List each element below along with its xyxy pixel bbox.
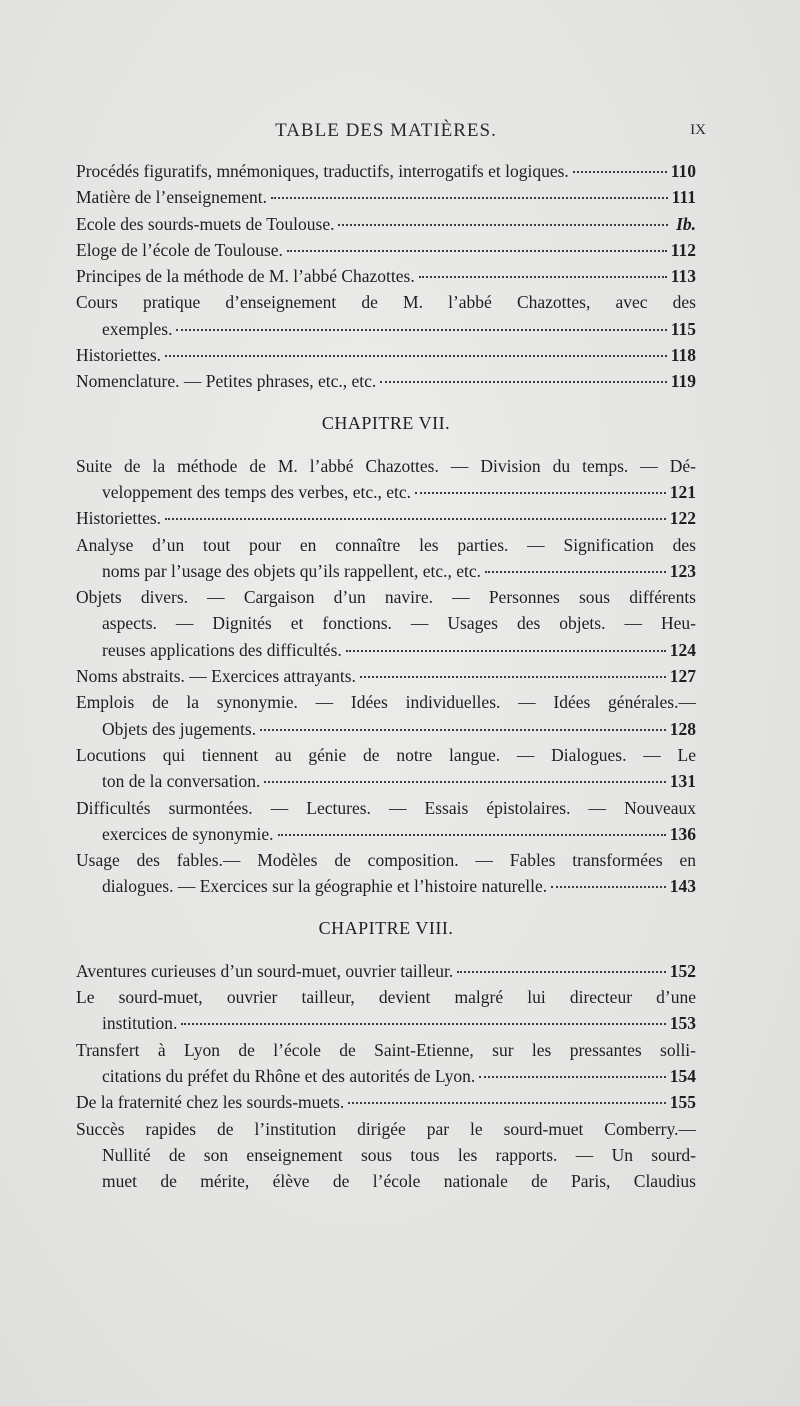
toc-entry-text: Eloge de l’école de Toulouse. [76, 239, 283, 260]
toc-entry-line [76, 1063, 696, 1089]
toc-entry-text: Historiettes. [76, 508, 162, 529]
toc-entry [76, 1116, 696, 1195]
toc-entry-line [76, 1116, 696, 1142]
toc-page-number: 112 [670, 239, 696, 260]
toc-entry-line [76, 847, 696, 873]
toc-entry-line [76, 263, 696, 289]
toc-entry-text: Nomenclature. — Petites phrases, etc., etc. [76, 371, 377, 392]
toc-entry [76, 795, 696, 848]
toc-entry-line [76, 289, 696, 315]
toc-entry-line [76, 184, 696, 210]
toc-entry-text: Aventures curieuses d’un sourd-muet, ouvrier tailleur. [76, 960, 454, 981]
toc-page-number: 131 [669, 771, 696, 792]
toc-entry [76, 1089, 696, 1115]
toc-entry-text: aspects. — Dignités et fonctions. — Usages des objets. — Heu- [102, 613, 696, 634]
toc-entry-text: Cours pratique d’enseignement de M. l’abbé Chazottes, avec des [76, 292, 696, 313]
toc-entry-line [76, 211, 696, 237]
dot-leader [419, 276, 667, 278]
dot-leader [573, 171, 667, 173]
dot-leader [338, 224, 668, 226]
dot-leader [165, 355, 667, 357]
toc-entry [76, 984, 696, 1037]
toc-entry-text: Objets divers. — Cargaison d’un navire. — Personnes sous différents [76, 587, 696, 608]
chapter-heading: CHAPITRE VII. [321, 412, 451, 433]
toc-entry-line [76, 1089, 696, 1115]
toc-entry-text: Procédés figuratifs, mnémoniques, traductifs, interrogatifs et logiques. [76, 161, 569, 181]
toc-entry-line [76, 342, 696, 368]
toc-entry-line [76, 663, 696, 689]
toc-entry-text: reuses applications des difficultés. [102, 639, 342, 660]
toc-entry-line [76, 505, 696, 531]
toc-entry-line [76, 742, 696, 768]
toc-entry-line [76, 637, 696, 663]
toc-page-number: 123 [669, 560, 696, 581]
toc-entry-line [76, 532, 696, 558]
dot-leader [457, 971, 665, 973]
toc-entry [76, 532, 696, 585]
toc-entry-line [76, 984, 696, 1010]
toc-entry [76, 453, 696, 506]
toc-entry-line [76, 610, 696, 636]
toc-entry-text: Suite de la méthode de M. l’abbé Chazottes. — Division du temps. — Dé- [76, 455, 696, 476]
toc-entry [76, 342, 696, 368]
toc-entry [76, 237, 696, 263]
toc-entry-text: Matière de l’enseignement. [76, 187, 267, 208]
toc-entry-line [76, 237, 696, 263]
toc-page-number: 121 [669, 481, 696, 502]
toc-entry [76, 184, 696, 210]
page-header [76, 120, 706, 146]
toc-entry-line [76, 558, 696, 584]
toc-entry-line [76, 1037, 696, 1063]
toc-page-number: 113 [670, 266, 696, 287]
toc-page-number: Ib. [676, 213, 696, 234]
toc-entry-line [76, 368, 696, 394]
toc-page-number: 111 [671, 187, 696, 208]
dot-leader [479, 1076, 666, 1078]
toc-entry-line [76, 768, 696, 794]
toc-page-number: 153 [669, 1013, 696, 1034]
toc-page-number: 143 [669, 876, 696, 897]
toc-entry-line [76, 584, 696, 610]
toc-entry-text: Transfert à Lyon de l’école de Saint-Etienne, sur les pressantes solli- [76, 1039, 696, 1060]
toc-entry [76, 1037, 696, 1090]
toc-entry-text: muet de mérite, élève de l’école nationale de Paris, Claudius [102, 1171, 696, 1192]
toc-entry [76, 263, 696, 289]
dot-leader [415, 492, 666, 494]
toc-entry-line [76, 1168, 696, 1194]
toc-entry-text: Le sourd-muet, ouvrier tailleur, devient malgré lui directeur d’une [76, 987, 696, 1008]
page-number: IX [690, 122, 706, 138]
dot-leader [380, 381, 666, 383]
toc-page-number: 110 [670, 161, 696, 181]
toc-entry-line [76, 1010, 696, 1036]
toc-entry-line [76, 821, 696, 847]
dot-leader [346, 650, 666, 652]
toc-entry-text: De la fraternité chez les sourds-muets. [76, 1092, 345, 1113]
toc-entry-text: Objets des jugements. [102, 718, 257, 739]
toc-page-number: 122 [669, 508, 696, 529]
toc-entry [76, 505, 696, 531]
toc-entry [76, 663, 696, 689]
toc-entry-line [76, 689, 696, 715]
toc-entry [76, 289, 696, 342]
toc-entry-text: Historiettes. [76, 345, 162, 366]
chapter-heading: CHAPITRE VIII. [318, 917, 454, 938]
toc-page-number: 119 [670, 371, 696, 392]
toc-entry-line [76, 479, 696, 505]
toc-entry-text: Ecole des sourds-muets de Toulouse. [76, 213, 335, 234]
toc-entry-text: Principes de la méthode de M. l’abbé Chazottes. [76, 266, 415, 287]
toc-entry [76, 584, 696, 663]
toc-entry-line [76, 795, 696, 821]
toc-entry-line [76, 716, 696, 742]
toc-entry-line [76, 453, 696, 479]
dot-leader [360, 676, 666, 678]
toc-entry-text: Succès rapides de l’institution dirigée par le sourd-muet Comberry.— [76, 1118, 696, 1139]
toc-entry [76, 158, 696, 184]
toc-page-number: 115 [670, 318, 696, 339]
toc-entry-text: citations du préfet du Rhône et des autorités de Lyon. [102, 1065, 476, 1086]
dot-leader [181, 1023, 665, 1025]
toc-entry-text: institution. [102, 1013, 178, 1034]
toc-page-number: 118 [670, 345, 696, 366]
toc-entry [76, 958, 696, 984]
toc-entry-text: Nullité de son enseignement sous tous les rapports. — Un sourd- [102, 1144, 696, 1165]
toc-page-number: 128 [669, 718, 696, 739]
toc-entry-text: Analyse d’un tout pour en connaître les parties. — Signification des [76, 534, 696, 555]
toc-page-number: 124 [669, 639, 696, 660]
dot-leader [485, 571, 666, 573]
toc-entry-line [76, 873, 696, 899]
toc-entry-text: Usage des fables.— Modèles de composition. — Fables transformées en [76, 850, 696, 871]
toc-entry-text: ton de la conversation. [102, 771, 261, 792]
toc-page-number: 154 [669, 1065, 696, 1086]
dot-leader [551, 886, 666, 888]
toc-entry-line [76, 958, 696, 984]
dot-leader [176, 329, 666, 331]
dot-leader [260, 729, 666, 731]
toc-entry [76, 847, 696, 900]
toc-page-number: 136 [669, 823, 696, 844]
toc-entry [76, 368, 696, 394]
toc-entry [76, 211, 696, 237]
toc-entry-text: noms par l’usage des objets qu’ils rappellent, etc., etc. [102, 560, 482, 581]
toc-entry-line [76, 316, 696, 342]
toc-entry-text: Noms abstraits. — Exercices attrayants. [76, 666, 356, 687]
dot-leader [278, 834, 666, 836]
dot-leader [264, 781, 665, 783]
toc-entry-line [76, 158, 696, 184]
toc-entry-text: exemples. [102, 318, 173, 339]
toc-entry-text: Difficultés surmontées. — Lectures. — Essais épistolaires. — Nouveaux [76, 797, 696, 818]
toc-page-number: 155 [669, 1092, 696, 1113]
toc-entry [76, 742, 696, 795]
toc-entry [76, 689, 696, 742]
dot-leader [287, 250, 667, 252]
table-of-contents [76, 158, 696, 1194]
toc-entry-text: exercices de synonymie. [102, 823, 274, 844]
toc-entry-text: Emplois de la synonymie. — Idées individuelles. — Idées générales.— [76, 692, 696, 713]
running-title: TABLE DES MATIÈRES. [275, 120, 497, 141]
dot-leader [165, 518, 666, 520]
toc-entry-text: Locutions qui tiennent au génie de notre langue. — Dialogues. — Le [76, 744, 696, 765]
dot-leader [348, 1102, 666, 1104]
toc-entry-line [76, 1142, 696, 1168]
toc-entry-text: dialogues. — Exercices sur la géographie et l’histoire naturelle. [102, 876, 548, 897]
dot-leader [271, 197, 668, 199]
toc-page-number: 127 [669, 666, 696, 687]
toc-page-number: 152 [669, 960, 696, 981]
toc-entry-text: veloppement des temps des verbes, etc., etc. [102, 481, 412, 502]
